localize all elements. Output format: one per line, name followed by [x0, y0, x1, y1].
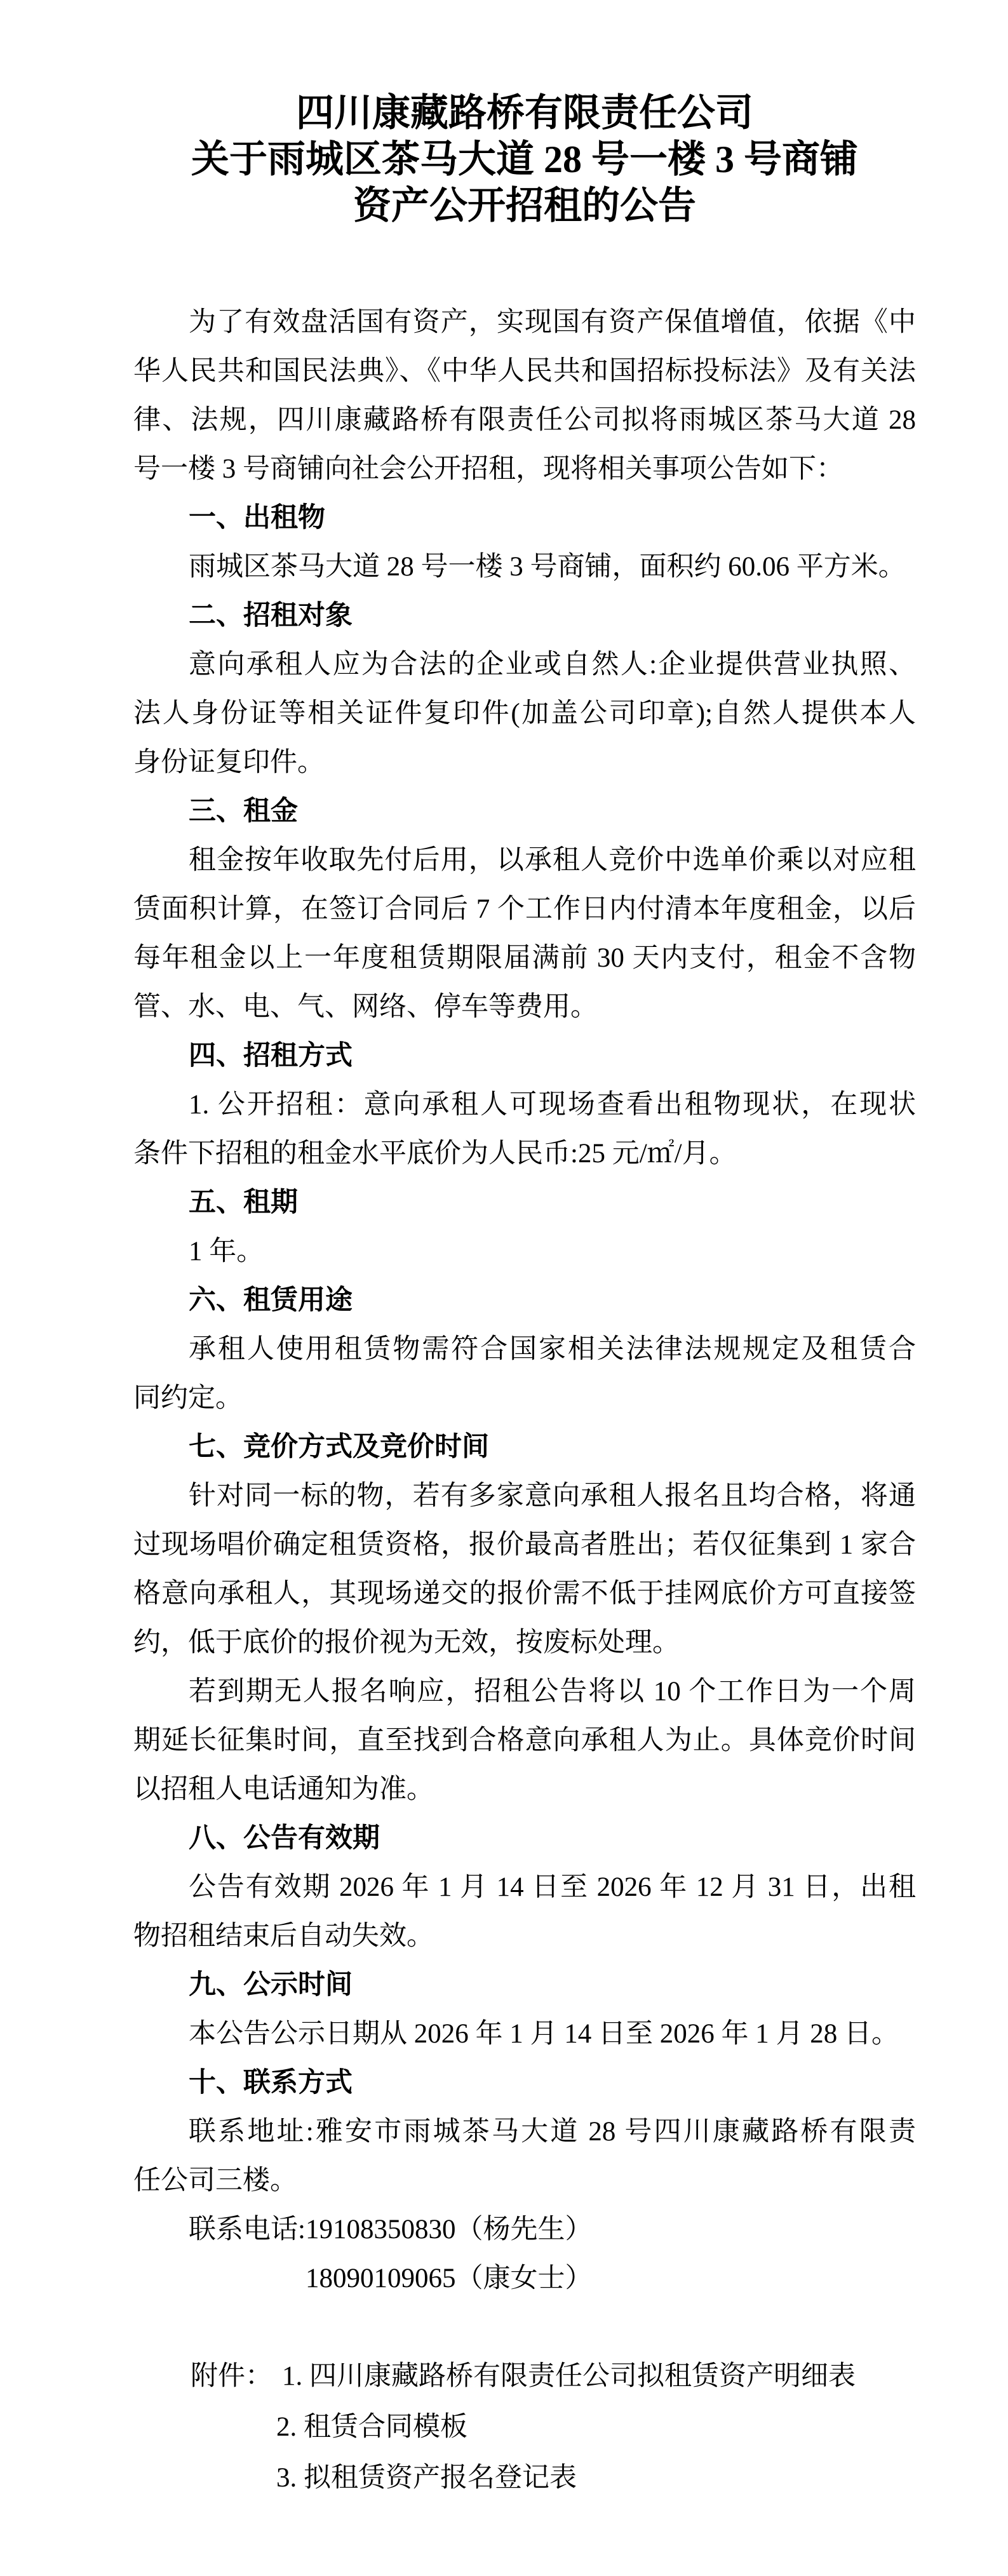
- paragraph: [133, 836, 916, 1031]
- doc-title-line-3: 资产公开招租的公告: [353, 185, 696, 227]
- section-heading: 二、招租对象: [189, 600, 353, 631]
- paragraph: [133, 1227, 916, 1276]
- text-line: 公告有效期 2026 年 1 月 14 日至 2026 年 12 月 31 日，出租: [189, 1872, 916, 1902]
- text-line: 身份证复印件。: [133, 748, 325, 777]
- text-line: 条件下招租的租金水平底价为人民币:25 元/㎡/月。: [133, 1139, 737, 1169]
- text-line: 格意向承租人，其现场递交的报价需不低于挂网底价方可直接签: [133, 1579, 916, 1609]
- doc-body: [133, 298, 916, 2504]
- text-line: 承租人使用租赁物需符合国家相关法律法规规定及租赁合: [189, 1334, 916, 1364]
- text-line: 同约定。: [133, 1383, 243, 1413]
- section-heading: 八、公告有效期: [189, 1823, 380, 1853]
- paragraph: [133, 640, 916, 787]
- text-line: 律、法规，四川康藏路桥有限责任公司拟将雨城区茶马大道 28: [133, 405, 916, 435]
- text-line: 租金按年收取先付后用，以承租人竞价中选单价乘以对应租: [189, 845, 916, 875]
- attachment-item-text: 1. 四川康藏路桥有限责任公司拟租赁资产明细表: [282, 2361, 856, 2391]
- section-heading: 六、租赁用途: [189, 1285, 353, 1315]
- text-line: 任公司三楼。: [133, 2166, 297, 2196]
- text-line: 若到期无人报名响应，招租公告将以 10 个工作日为一个周: [189, 1677, 916, 1707]
- section-heading: 七、竞价方式及竞价时间: [189, 1432, 489, 1462]
- text-line: 管、水、电、气、网络、停车等费用。: [133, 992, 598, 1022]
- attachments-label: 附件：: [191, 2361, 272, 2391]
- text-line: 法人身份证等相关证件复印件(加盖公司印章);自然人提供本人: [133, 699, 916, 728]
- doc-title: [133, 90, 916, 229]
- attachment-item: [191, 2351, 916, 2402]
- text-line: 针对同一标的物，若有多家意向承租人报名且均合格，将通: [189, 1481, 916, 1511]
- contact-phone-2: 18090109065（康女士）: [306, 2264, 593, 2293]
- paragraph: [133, 542, 916, 591]
- text-line: 意向承租人应为合法的企业或自然人:企业提供营业执照、: [189, 650, 916, 680]
- paragraph: [133, 1472, 916, 1667]
- text-line: 期延长征集时间，直至找到合格意向承租人为止。具体竞价时间: [133, 1726, 916, 1755]
- paragraph: [133, 1325, 916, 1423]
- paragraph: [133, 1863, 916, 1961]
- section-heading: 四、招租方式: [189, 1040, 353, 1071]
- text-line: 每年租金以上一年度租赁期限届满前 30 天内支付，租金不含物: [133, 943, 916, 973]
- paragraph: [133, 1667, 916, 1814]
- text-line: 为了有效盘活国有资产，实现国有资产保值增值，依据《中: [189, 307, 916, 337]
- text-line: 联系电话:19108350830（杨先生）: [189, 2215, 593, 2244]
- text-line: 联系地址:雅安市雨城茶马大道 28 号四川康藏路桥有限责: [189, 2117, 916, 2147]
- section-heading: 五、租期: [189, 1187, 298, 1218]
- paragraph: [133, 298, 916, 493]
- attachment-item: 2. 租赁合同模板: [276, 2412, 467, 2442]
- text-line: 以招租人电话通知为准。: [133, 1774, 434, 1804]
- text-line: 约，低于底价的报价视为无效，按废标处理。: [133, 1628, 680, 1658]
- section-heading: 十、联系方式: [189, 2067, 353, 2098]
- text-line: 雨城区茶马大道 28 号一楼 3 号商铺，面积约 60.06 平方米。: [189, 552, 906, 582]
- paragraph: [133, 1080, 916, 1178]
- section-heading: 三、租金: [189, 796, 298, 826]
- doc-title-line-1: 四川康藏路桥有限责任公司: [296, 92, 753, 134]
- text-line: 1. 公开招租：意向承租人可现场查看出租物现状，在现状: [189, 1090, 916, 1120]
- paragraph: [133, 2107, 916, 2205]
- text-line: 号一楼 3 号商铺向社会公开招租，现将相关事项公告如下：: [133, 454, 843, 484]
- text-line: 过现场唱价确定租赁资格，报价最高者胜出；若仅征集到 1 家合: [133, 1530, 916, 1560]
- paragraph: [133, 2205, 916, 2254]
- attachment-item: 3. 拟租赁资产报名登记表: [276, 2463, 577, 2493]
- text-line: 1 年。: [189, 1237, 264, 1266]
- text-line: 本公告公示日期从 2026 年 1 月 14 日至 2026 年 1 月 28 日。: [189, 2019, 899, 2049]
- text-line: 物招租结束后自动失效。: [133, 1921, 434, 1951]
- attachments-block: [133, 2351, 916, 2504]
- paragraph: [133, 2009, 916, 2058]
- doc-title-line-2: 关于雨城区茶马大道 28 号一楼 3 号商铺: [191, 138, 858, 180]
- section-heading: 一、出租物: [189, 502, 325, 533]
- section-heading: 九、公示时间: [189, 1969, 353, 2000]
- text-line: 赁面积计算，在签订合同后 7 个工作日内付清本年度租金，以后: [133, 894, 916, 924]
- text-line: 华人民共和国民法典》、《中华人民共和国招标投标法》及有关法: [133, 356, 916, 386]
